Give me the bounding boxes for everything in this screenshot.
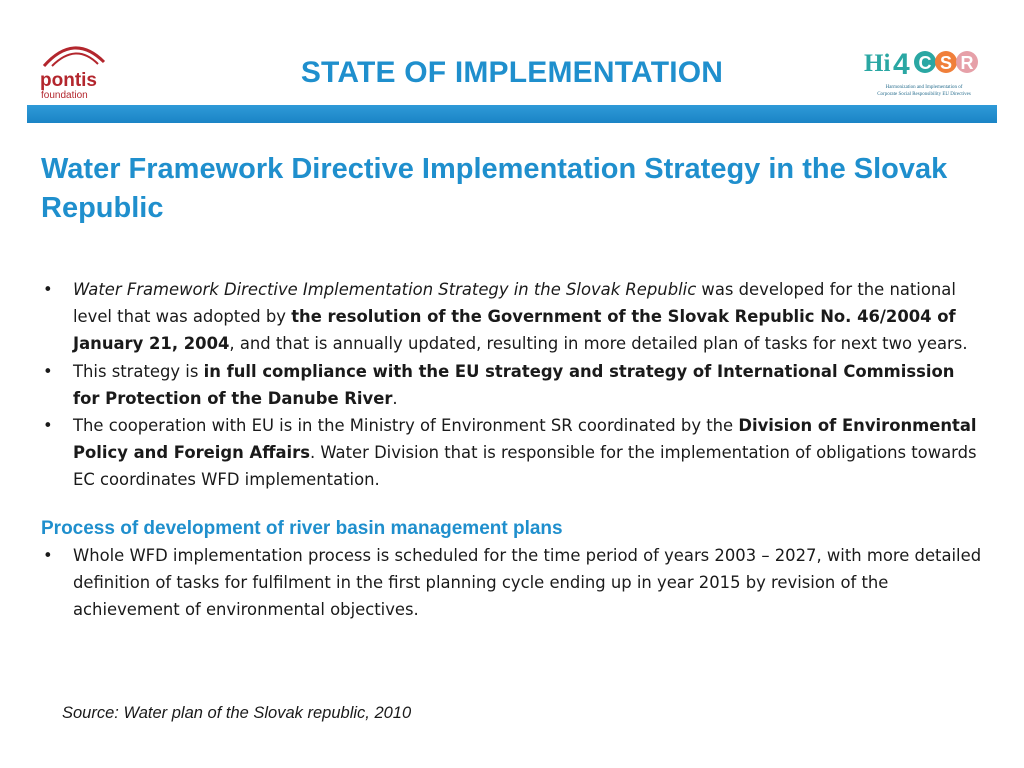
logo-r-text: R — [960, 53, 974, 73]
logo-pontis-text: pontis — [40, 70, 97, 91]
bullet-item-cooperation — [41, 412, 986, 494]
logo-c-text: C — [918, 53, 932, 73]
slide-title: Water Framework Directive Implementation Strategy in the Slovak Republic — [41, 153, 948, 224]
logo-hi-text: Hi — [864, 50, 891, 77]
bullet-text-bold: Division of Environmental Policy and Foreign Affairs — [73, 416, 977, 463]
header-title: STATE OF IMPLEMENTATION — [300, 56, 724, 89]
slide-body — [41, 276, 986, 623]
bullet-list-section2 — [41, 542, 986, 624]
bullet-text: The cooperation with EU is in the Ministry of Environment SR coordinated by the — [73, 416, 739, 436]
bullet-text: . — [392, 388, 398, 408]
bullet-text-bold: the resolution of the Government of the Slovak Republic No. 46/2004 of January 21, 2004 — [73, 307, 956, 354]
bullet-text-italic: Water Framework Directive Implementation Strategy in the Slovak Republic — [73, 280, 697, 299]
source-citation: Source: Water plan of the Slovak republic, 2010 — [62, 704, 412, 722]
bullet-text-bold: in full compliance with the EU strategy and strategy of International Commission for Protection of the Danube River — [73, 361, 955, 408]
header-divider-bar — [27, 105, 997, 123]
bullet-text: was developed for the national level that was adopted by — [73, 280, 956, 327]
bullet-item-process: • Whole WFD implementation process is scheduled for the time period of years 2003 – 2027, with more detailed definition of tasks for fulfilment in the first planning cycle ending up in year 2015 by revision of the achievement of environmental objectives. — [41, 542, 986, 624]
logo-tagline-line2: Corporate Social Responsibility EU Directives — [877, 92, 971, 97]
logo-foundation-text: foundation — [41, 90, 88, 101]
bullet-text: , and that is annually updated, resulting in more detailed plan of tasks for next two years. — [229, 334, 968, 354]
hi4csr-logo — [862, 44, 987, 102]
bullet-list — [41, 276, 986, 494]
logo-s-text: S — [939, 53, 953, 73]
logo-four-text: 4 — [893, 48, 910, 81]
logo-tagline-line1: Harmonization and Implementation of — [885, 85, 963, 90]
bullet-text: . Water Division that is responsible for the implementation of obligations towards EC coordinates WFD implementation. — [73, 443, 977, 490]
section-heading: Process of development of river basin management plans — [41, 517, 563, 539]
bullet-item-strategy — [41, 276, 986, 358]
bullet-text: This strategy is — [73, 361, 204, 381]
bullet-item-compliance — [41, 358, 986, 412]
